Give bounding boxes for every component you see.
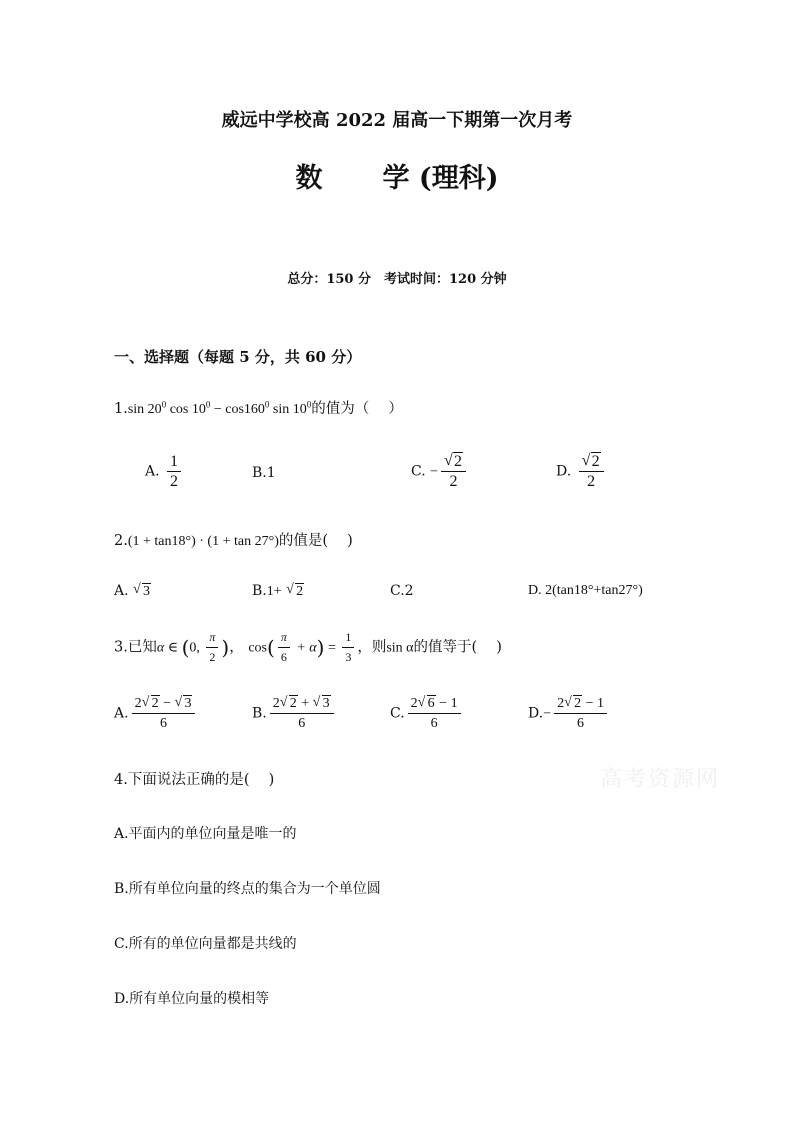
subject-title xyxy=(0,156,794,195)
q2-expression: (1 + tan18°) · (1 + tan 27°) xyxy=(127,534,279,549)
question-4: 4.下面说法正确的是( ) xyxy=(114,772,275,788)
q2-option-d: D. 2(tan18°+tan27°) xyxy=(528,583,643,598)
exam-title: 威远中学校高 2022 届高一下期第一次月考 xyxy=(221,110,573,131)
q1-d-fraction: √ $\frac{2}{2}$ xyxy=(579,452,604,491)
q1-option-b: B.1 xyxy=(252,465,276,481)
q1-c-fraction: √ $\frac{2}{2}$ xyxy=(441,452,466,491)
q3-option-c: C. $\frac{2√ 6 - 1}{6}$ xyxy=(390,694,464,733)
question-3: 3.已知α ∈ (0, $\frac{\pi}{2}$ )， cos( $\frac{\pi}{6}$ + α) = $\frac{1}{3}$ ，则sin α的值等于( ) xyxy=(114,630,502,664)
subject-right: 学 (理科) xyxy=(382,163,499,194)
watermark: 高考资源网 xyxy=(600,767,721,792)
q1-a-fraction: $\frac{1}{2}$ xyxy=(167,452,181,491)
q4-option-c: C.所有的单位向量都是共线的 xyxy=(114,936,297,952)
q1-option-d: D. √ $\frac{2}{2}$ xyxy=(556,452,607,491)
q1-option-c: C. − √ $\frac{2}{2}$ xyxy=(411,452,469,491)
question-2: 2.(1 + tan18°) · (1 + tan 27°)的值是( ) xyxy=(114,533,353,549)
q1-option-a: A. $\frac{1}{2}$ xyxy=(145,452,184,491)
q1-suffix: 的值为（ ） xyxy=(311,401,403,417)
q4-option-b: B.所有单位向量的终点的集合为一个单位圆 xyxy=(114,881,381,897)
q1-expression: $\sin 20^0$ $\cos 10^0 - \cos 160^0$ $\sin 10^0$ xyxy=(127,399,312,417)
q3-option-d: D.− $\frac{2√ 2 - 1}{6}$ xyxy=(528,694,610,733)
q3-option-b: B. $\frac{2√ 2 + √ 3}{6}$ xyxy=(252,694,337,733)
q2-option-c: C.2 xyxy=(390,583,414,599)
q4-option-d: D.所有单位向量的模相等 xyxy=(114,991,270,1007)
section-heading: 一、选择题（每题 5 分，共 60 分） xyxy=(114,348,362,366)
q2-option-b: B.1+ √ 2 xyxy=(252,583,304,600)
q3-option-a: A. $\frac{2√ 2 - √ 3}{6}$ xyxy=(114,694,198,733)
question-1 xyxy=(114,397,403,418)
q4-option-a: A.平面内的单位向量是唯一的 xyxy=(114,826,297,842)
q2-option-a: A. √ 3 xyxy=(114,583,151,600)
q1-number: 1. xyxy=(114,401,128,417)
subject-left: 数 xyxy=(295,163,323,194)
exam-meta: 总分：150 分 考试时间：120 分钟 xyxy=(287,272,507,287)
